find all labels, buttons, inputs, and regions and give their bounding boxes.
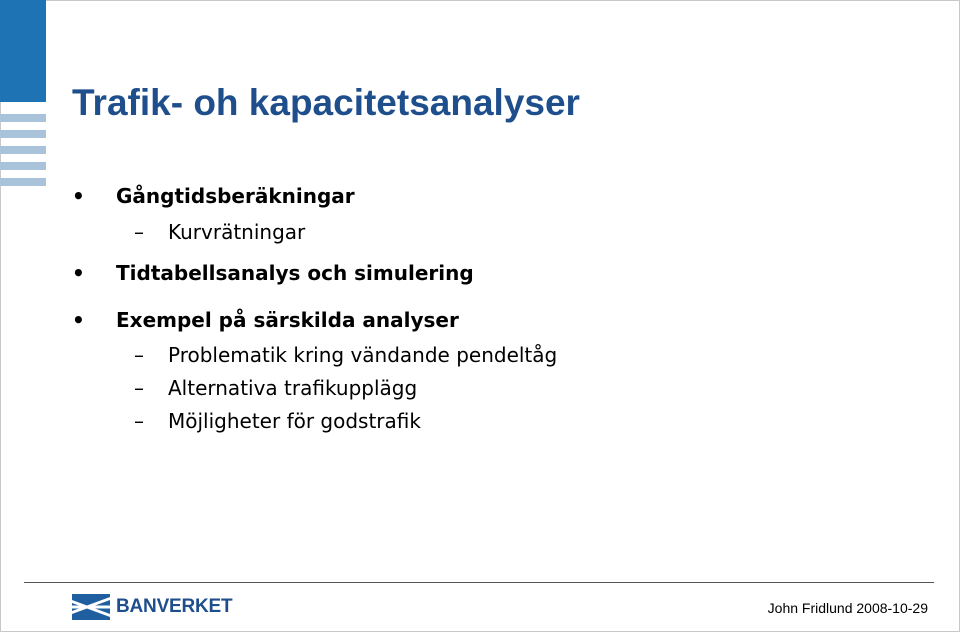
slide-title: Trafik- oh kapacitetsanalyser [72, 82, 580, 123]
bullet-marker: • [72, 184, 85, 208]
bullet-text: Tidtabellsanalys och simulering [116, 261, 474, 285]
sub-marker: – [134, 343, 144, 367]
logo-text: BANVERKET [116, 596, 233, 617]
accent-stripe [0, 114, 46, 122]
sub-text: Alternativa trafikupplägg [168, 376, 418, 400]
accent-stripe [0, 178, 46, 186]
accent-stripe [0, 130, 46, 138]
accent-stripe [0, 162, 46, 170]
banverket-logo [72, 594, 232, 620]
sub-text: Möjligheter för godstrafik [168, 409, 421, 433]
banverket-logo-icon [72, 594, 110, 620]
sub-marker: – [134, 220, 144, 244]
accent-stripe [0, 146, 46, 154]
bullet-text: Gångtidsberäkningar [116, 184, 355, 208]
bullet-marker: • [72, 308, 85, 332]
bullet-text: Exempel på särskilda analyser [116, 308, 459, 332]
sub-marker: – [134, 409, 144, 433]
bullet-marker: • [72, 261, 85, 285]
footer-divider [24, 582, 934, 583]
sub-marker: – [134, 376, 144, 400]
accent-bar [0, 0, 46, 102]
footer-author-date: John Fridlund 2008-10-29 [767, 600, 928, 616]
sub-text: Problematik kring vändande pendeltåg [168, 343, 558, 367]
sub-text: Kurvrätningar [168, 220, 306, 244]
